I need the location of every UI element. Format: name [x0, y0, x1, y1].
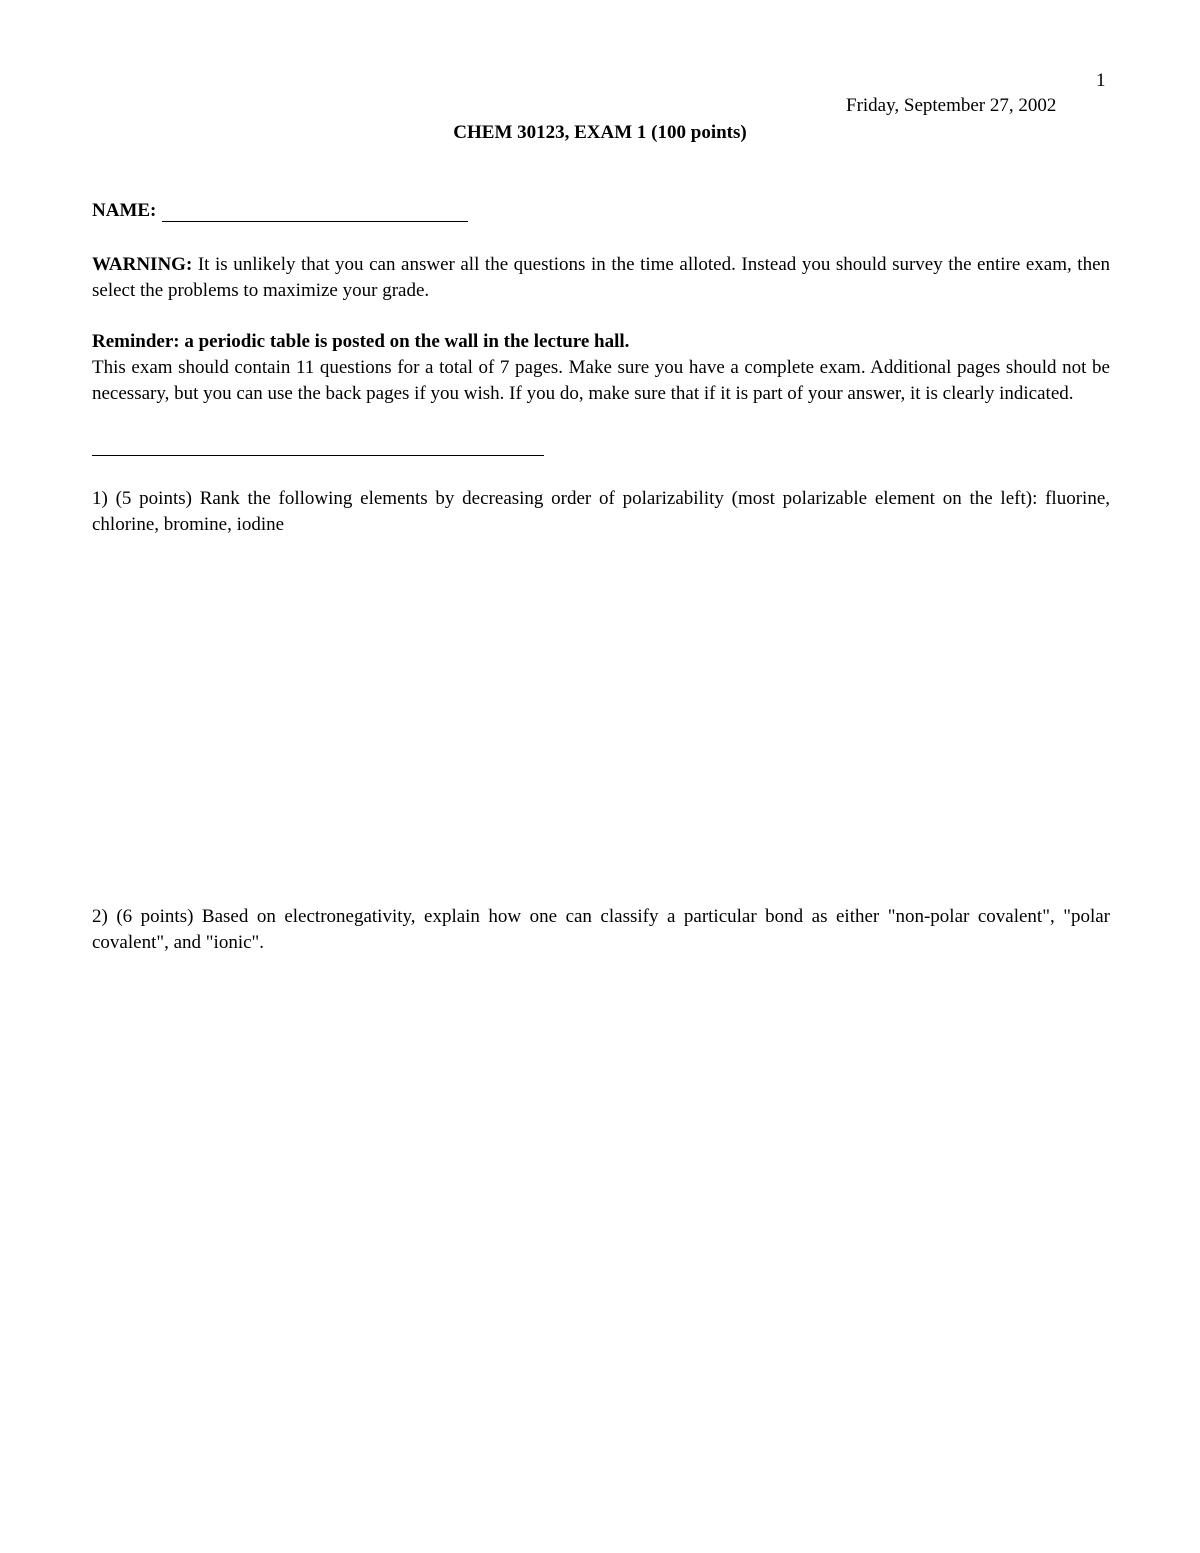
warning-paragraph — [92, 252, 1110, 304]
page-number: 1 — [1096, 70, 1106, 91]
warning-text: It is unlikely that you can answer all the questions in the time alloted. Instead you should survey the entire exam, then select the problems to maximize your grade. — [92, 254, 1110, 301]
reminder-label: Reminder: a periodic table is posted on the wall in the lecture hall. — [92, 331, 630, 352]
reminder-paragraph — [92, 329, 1110, 407]
name-field — [92, 200, 468, 222]
reminder-text: This exam should contain 11 questions for a total of 7 pages. Make sure you have a complete exam. Additional pages should not be necessary, but you can use the back pages if you wish. If you do, make sure that if it is part of your answer, it is clearly indicated. — [92, 357, 1110, 404]
warning-label: WARNING: — [92, 254, 193, 275]
question-1: 1) (5 points) Rank the following elements by decreasing order of polarizability (most polarizable element on the left): fluorine, chlorine, bromine, iodine — [92, 488, 1110, 535]
section-divider — [92, 455, 544, 456]
name-label: NAME: — [92, 200, 157, 221]
exam-title: CHEM 30123, EXAM 1 (100 points) — [453, 122, 747, 143]
exam-date: Friday, September 27, 2002 — [846, 95, 1057, 116]
name-blank-line[interactable] — [162, 203, 468, 222]
question-2: 2) (6 points) Based on electronegativity, explain how one can classify a particular bond as either "non-polar covalent", "polar covalent", and "ionic". — [92, 906, 1110, 953]
